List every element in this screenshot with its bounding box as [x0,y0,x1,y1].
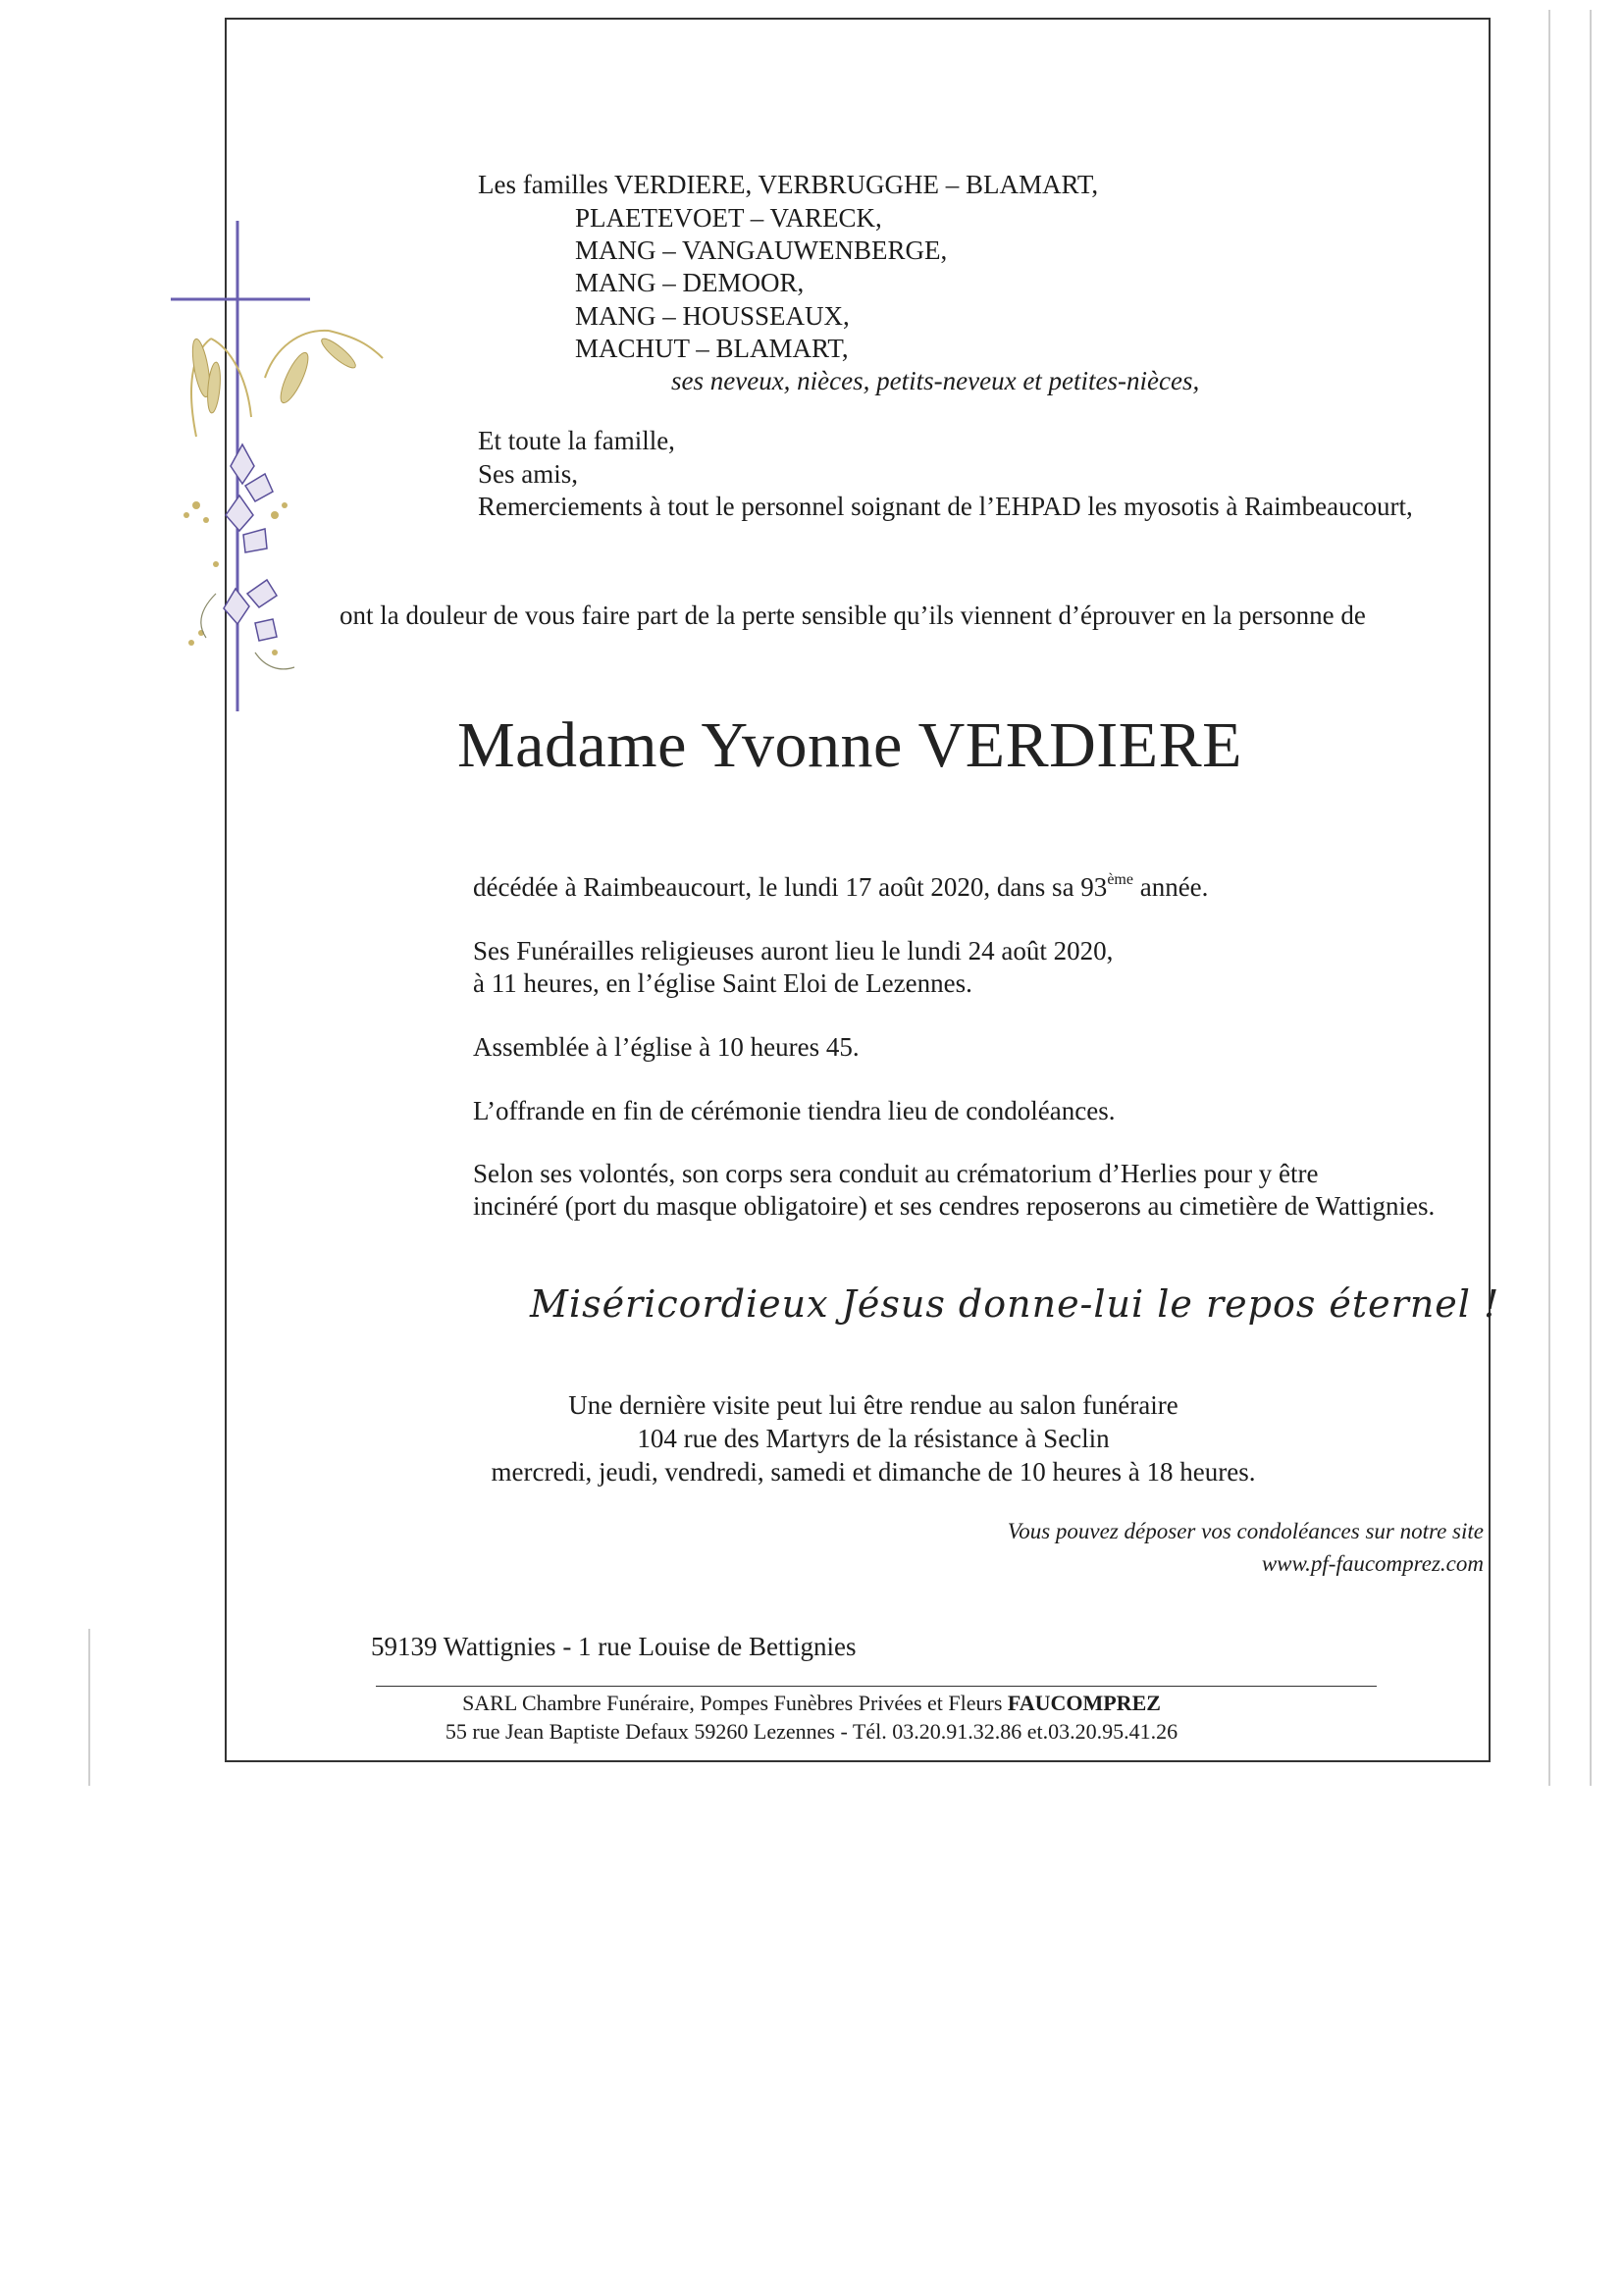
families-line-4: MANG – DEMOOR, [575,268,805,297]
funeral-line-1: Ses Funérailles religieuses auront lieu le lundi 24 août 2020, [473,936,1114,965]
visit-line-1: Une dernière visite peut lui être rendue au salon funéraire [568,1390,1178,1420]
assembly-info: Assemblée à l’église à 10 heures 45. [473,1032,860,1062]
footer-divider [376,1686,1377,1687]
families-line-5: MANG – HOUSSEAUX, [575,301,850,331]
deceased-name: Madame Yvonne VERDIERE [457,709,1242,781]
families-line-1: Les familles VERDIERE, VERBRUGGHE – BLAMART, [478,170,1099,199]
funeral-line-2: à 11 heures, en l’église Saint Eloi de Lezennes. [473,968,972,998]
offering-info: L’offrande en fin de cérémonie tiendra lieu de condoléances. [473,1096,1116,1125]
families-line-7: ses neveux, nièces, petits-neveux et petites-nièces, [671,366,1200,395]
announcement: ont la douleur de vous faire part de la perte sensible qu’ils viennent d’éprouver en la personne de [340,600,1366,630]
prayer: Miséricordieux Jésus donne-lui le repos éternel ! [530,1282,1500,1326]
families-line-2: PLAETEVOET – VARECK, [575,203,882,233]
scan-edge-right-1 [1548,10,1550,1786]
families-line-6: MACHUT – BLAMART, [575,334,849,363]
address: 59139 Wattignies - 1 rue Louise de Bettignies [371,1632,857,1661]
visit-line-2: 104 rue des Martyrs de la résistance à Seclin [637,1424,1110,1453]
footer-contact: 55 rue Jean Baptiste Defaux 59260 Lezennes - Tél. 03.20.91.32.86 et.03.20.95.41.26 [445,1719,1178,1744]
visit-line-3: mercredi, jeudi, vendredi, samedi et dimanche de 10 heures à 18 heures. [491,1457,1256,1487]
condolences-line-1: Vous pouvez déposer vos condoléances sur notre site [1007,1519,1484,1543]
wishes-line-2: incinéré (port du masque obligatoire) et ses cendres reposerons au cimetière de Wattignies. [473,1191,1436,1221]
families-line-3: MANG – VANGAUWENBERGE, [575,235,948,265]
wishes-line-1: Selon ses volontés, son corps sera conduit au crématorium d’Herlies pour y être [473,1159,1319,1188]
footer-company: SARL Chambre Funéraire, Pompes Funèbres Privées et Fleurs FAUCOMPREZ [462,1691,1161,1715]
scan-edge-right-2 [1590,10,1592,1786]
others-line-2: Ses amis, [478,459,579,489]
cross-ornament-icon [157,221,393,721]
death-info: décédée à Raimbeaucourt, le lundi 17 août 2020, dans sa 93ème année. [473,871,1209,902]
condolences-website-link[interactable]: www.pf-faucomprez.com [1261,1551,1484,1576]
others-line-3: Remerciements à tout le personnel soignant de l’EHPAD les myosotis à Raimbeaucourt, [478,492,1413,521]
others-line-1: Et toute la famille, [478,426,675,455]
